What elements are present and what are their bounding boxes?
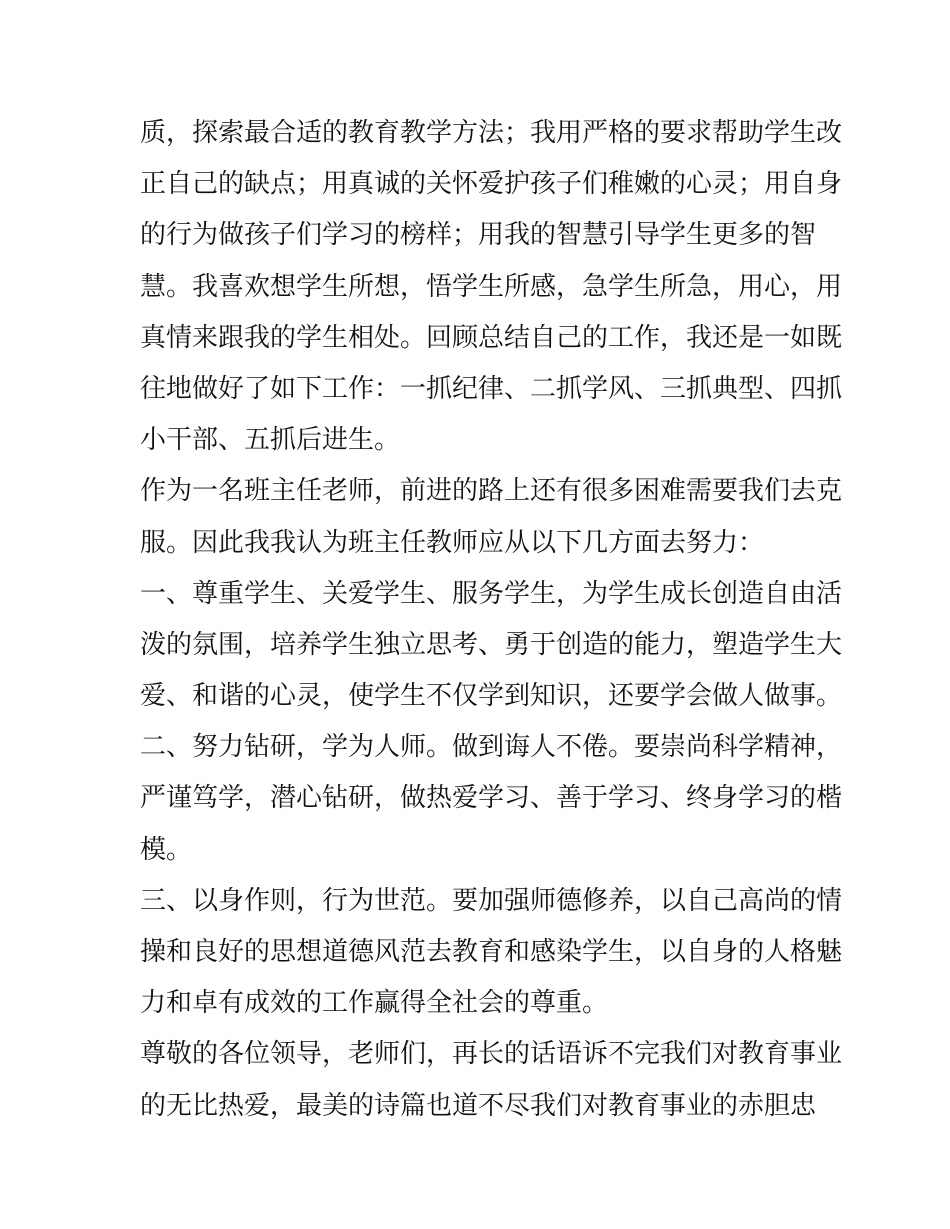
text-line: 操和良好的思想道德风范去教育和感染学生，以自身的人格魅 [140,937,843,967]
text-line: 严谨笃学，潜心钻研，做热爱学习、善于学习、终身学习的楷 [140,783,843,814]
text-line: 慧。我喜欢想学生所想，悟学生所感，急学生所急，用心，用 [140,271,843,302]
text-line: 真情来跟我的学生相处。回顾总结自己的工作，我还是一如既 [140,322,843,353]
text-line: 正自己的缺点；用真诚的关怀爱护孩子们稚嫩的心灵；用自身 [140,169,843,200]
text-line: 模。 [140,834,193,865]
text-line: 服。因此我我认为班主任教师应从以下几方面去努力： [140,527,765,558]
text-line: 往地做好了如下工作：一抓纪律、二抓学风、三抓典型、四抓 [140,373,843,404]
text-line: 尊敬的各位领导，老师们，再长的话语诉不完我们对教育事业 [140,1039,843,1070]
text-line: 三、以身作则，行为世范。要加强师德修养，以自己高尚的情 [140,885,843,916]
text-line: 的行为做孩子们学习的榜样；用我的智慧引导学生更多的智 [140,220,817,251]
text-line: 作为一名班主任老师，前进的路上还有很多困难需要我们去克 [140,476,843,507]
text-line: 泼的氛围，培养学生独立思考、勇于创造的能力，塑造学生大 [140,629,843,660]
text-line: 质，探索最合适的教育教学方法；我用严格的要求帮助学生改 [140,118,843,148]
text-line: 的无比热爱，最美的诗篇也道不尽我们对教育事业的赤胆忠 [140,1090,817,1121]
text-line: 一、尊重学生、关爱学生、服务学生，为学生成长创造自由活 [140,578,843,609]
body-text [140,108,843,1132]
text-line: 小干部、五抓后进生。 [140,425,401,456]
text-line: 二、努力钻研，学为人师。做到诲人不倦。要崇尚科学精神， [140,732,843,763]
text-line: 爱、和谐的心灵，使学生不仅学到知识，还要学会做人做事。 [140,681,843,712]
text-line: 力和卓有成效的工作赢得全社会的尊重。 [140,988,609,1019]
